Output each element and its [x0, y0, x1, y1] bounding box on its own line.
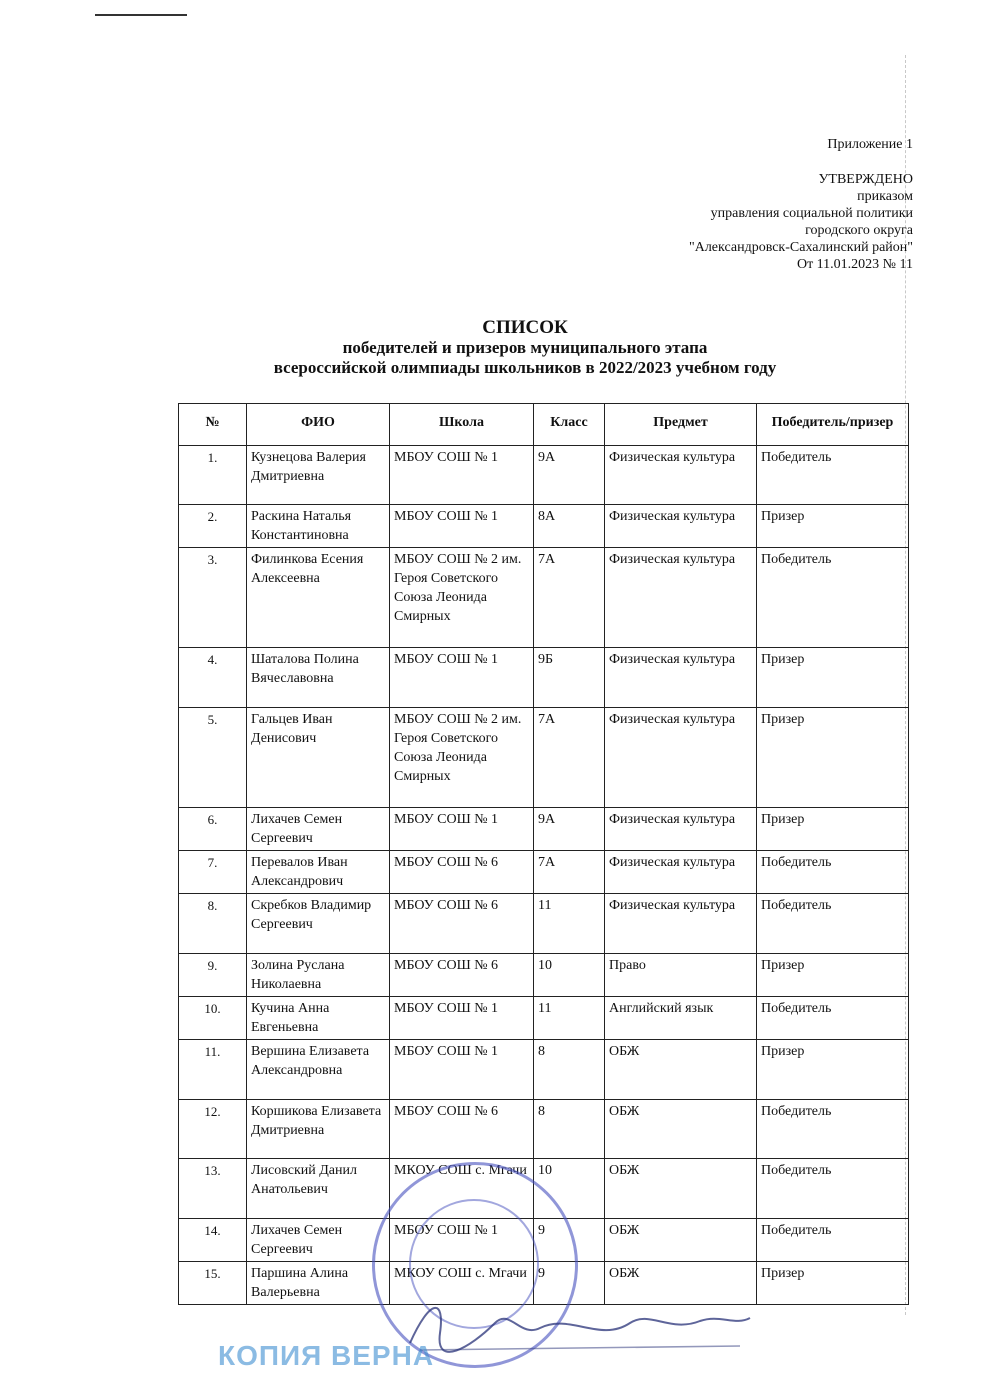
subject: Физическая культура: [605, 548, 757, 648]
result: Призер: [757, 808, 909, 851]
student-name: Раскина Наталья Константиновна: [247, 505, 390, 548]
district-label: городского округа: [805, 223, 913, 238]
school-name: МБОУ СОШ № 1: [390, 808, 534, 851]
table-row: [179, 851, 909, 894]
result: Победитель: [757, 1100, 909, 1159]
col-header-name: ФИО: [247, 404, 390, 446]
student-name: Скребков Владимир Сергеевич: [247, 894, 390, 954]
row-number: 2.: [179, 505, 247, 548]
subject: ОБЖ: [605, 1159, 757, 1219]
row-number: 1.: [179, 446, 247, 505]
result: Призер: [757, 648, 909, 708]
subject: Физическая культура: [605, 808, 757, 851]
subject: Право: [605, 954, 757, 997]
student-name: Вершина Елизавета Александровна: [247, 1040, 390, 1100]
signature-icon: [400, 1288, 760, 1358]
result: Победитель: [757, 894, 909, 954]
result: Победитель: [757, 548, 909, 648]
subject: ОБЖ: [605, 1219, 757, 1262]
row-number: 5.: [179, 708, 247, 808]
table-row: [179, 1100, 909, 1159]
grade: 11: [534, 894, 605, 954]
subject: Физическая культура: [605, 851, 757, 894]
subject: Английский язык: [605, 997, 757, 1040]
school-name: МБОУ СОШ № 6: [390, 894, 534, 954]
result: Победитель: [757, 1219, 909, 1262]
student-name: Золина Руслана Николаевна: [247, 954, 390, 997]
school-name: МБОУ СОШ № 6: [390, 954, 534, 997]
row-number: 13.: [179, 1159, 247, 1219]
grade: 9А: [534, 446, 605, 505]
grade: 7А: [534, 708, 605, 808]
table-row: [179, 505, 909, 548]
col-header-grade: Класс: [534, 404, 605, 446]
school-name: МКОУ СОШ с. Мгачи: [390, 1262, 534, 1305]
row-number: 4.: [179, 648, 247, 708]
student-name: Перевалов Иван Александрович: [247, 851, 390, 894]
grade: 11: [534, 997, 605, 1040]
result: Победитель: [757, 997, 909, 1040]
grade: 10: [534, 954, 605, 997]
school-name: МБОУ СОШ № 1: [390, 1040, 534, 1100]
row-number: 15.: [179, 1262, 247, 1305]
result: Призер: [757, 1262, 909, 1305]
grade: 9А: [534, 808, 605, 851]
student-name: Лихачев Семен Сергеевич: [247, 808, 390, 851]
school-name: МБОУ СОШ № 1: [390, 1219, 534, 1262]
result: Победитель: [757, 851, 909, 894]
school-name: МБОУ СОШ № 2 им. Героя Советского Союза Леонида Смирных: [390, 708, 534, 808]
student-name: Гальцев Иван Денисович: [247, 708, 390, 808]
subject: ОБЖ: [605, 1100, 757, 1159]
row-number: 11.: [179, 1040, 247, 1100]
school-name: МБОУ СОШ № 2 им. Героя Советского Союза Леонида Смирных: [390, 548, 534, 648]
result: Призер: [757, 708, 909, 808]
student-name: Коршикова Елизавета Дмитриевна: [247, 1100, 390, 1159]
subject: Физическая культура: [605, 446, 757, 505]
student-name: Кузнецова Валерия Дмитриевна: [247, 446, 390, 505]
grade: 9Б: [534, 648, 605, 708]
subject: ОБЖ: [605, 1040, 757, 1100]
student-name: Лихачев Семен Сергеевич: [247, 1219, 390, 1262]
school-name: МБОУ СОШ № 1: [390, 648, 534, 708]
school-name: МБОУ СОШ № 1: [390, 997, 534, 1040]
grade: 8: [534, 1040, 605, 1100]
table-row: [179, 548, 909, 648]
school-name: МКОУ СОШ с. Мгачи: [390, 1159, 534, 1219]
table-row: [179, 648, 909, 708]
document-title: [150, 318, 900, 378]
subject: ОБЖ: [605, 1262, 757, 1305]
grade: 7А: [534, 851, 605, 894]
winners-table: [178, 403, 909, 1305]
grade: 8: [534, 1100, 605, 1159]
grade: 10: [534, 1159, 605, 1219]
result: Победитель: [757, 1159, 909, 1219]
subject: Физическая культура: [605, 894, 757, 954]
school-name: МБОУ СОШ № 6: [390, 851, 534, 894]
title-line-1: СПИСОК: [482, 317, 568, 338]
row-number: 7.: [179, 851, 247, 894]
col-header-number: №: [179, 404, 247, 446]
subject: Физическая культура: [605, 708, 757, 808]
header-rule: [95, 14, 187, 16]
student-name: Филинкова Есения Алексеевна: [247, 548, 390, 648]
table-row: [179, 1040, 909, 1100]
school-name: МБОУ СОШ № 6: [390, 1100, 534, 1159]
table-row: [179, 954, 909, 997]
row-number: 9.: [179, 954, 247, 997]
table-row: [179, 808, 909, 851]
department-label: управления социальной политики: [710, 206, 913, 221]
table-row: [179, 446, 909, 505]
grade: 7А: [534, 548, 605, 648]
school-name: МБОУ СОШ № 1: [390, 446, 534, 505]
grade: 8А: [534, 505, 605, 548]
result: Призер: [757, 505, 909, 548]
student-name: Паршина Алина Валерьевна: [247, 1262, 390, 1305]
table-row: [179, 894, 909, 954]
row-number: 10.: [179, 997, 247, 1040]
result: Призер: [757, 1040, 909, 1100]
student-name: Кучина Анна Евгеньевна: [247, 997, 390, 1040]
grade: 9: [534, 1262, 605, 1305]
appendix-label: Приложение 1: [827, 137, 913, 152]
row-number: 8.: [179, 894, 247, 954]
col-header-school: Школа: [390, 404, 534, 446]
approved-label: УТВЕРЖДЕНО: [818, 172, 913, 187]
subject: Физическая культура: [605, 505, 757, 548]
result: Призер: [757, 954, 909, 997]
district-name-label: "Александровск-Сахалинский район": [689, 240, 913, 255]
school-name: МБОУ СОШ № 1: [390, 505, 534, 548]
student-name: Шаталова Полина Вячеславовна: [247, 648, 390, 708]
col-header-result: Победитель/призер: [757, 404, 909, 446]
row-number: 3.: [179, 548, 247, 648]
col-header-subject: Предмет: [605, 404, 757, 446]
title-line-3: всероссийской олимпиады школьников в 2022/2023 учебном году: [273, 358, 777, 377]
row-number: 6.: [179, 808, 247, 851]
title-line-2: победителей и призеров муниципального этапа: [342, 338, 708, 357]
table-row: [179, 997, 909, 1040]
row-number: 12.: [179, 1100, 247, 1159]
result: Победитель: [757, 446, 909, 505]
grade: 9: [534, 1219, 605, 1262]
row-number: 14.: [179, 1219, 247, 1262]
order-label: приказом: [857, 189, 913, 204]
approval-block: [689, 136, 913, 273]
copy-certified-stamp: КОПИЯ ВЕРНА: [218, 1340, 435, 1371]
table-row: [179, 708, 909, 808]
order-date-label: От 11.01.2023 № 11: [796, 257, 913, 272]
subject: Физическая культура: [605, 648, 757, 708]
table-header-row: [179, 404, 909, 446]
student-name: Лисовский Данил Анатольевич: [247, 1159, 390, 1219]
